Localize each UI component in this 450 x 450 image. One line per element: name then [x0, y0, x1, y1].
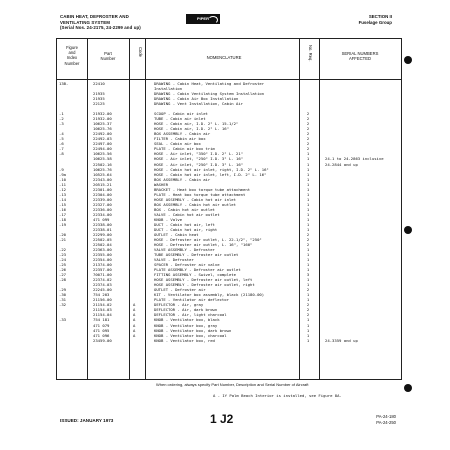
- nomenclature-cell: SCOOP - Cabin air inlet: [154, 111, 208, 117]
- table-header: [57, 39, 401, 80]
- part-number-cell: 22497-00: [93, 141, 112, 147]
- model-ref-250: PA-24-250: [376, 419, 396, 425]
- part-number-cell: 22301-00: [93, 186, 112, 192]
- quantity-cell: 1: [306, 206, 310, 212]
- quantity-cell: 2: [306, 141, 310, 147]
- quantity-cell: 1: [306, 322, 310, 328]
- figure-index-cell: -21: [59, 236, 67, 242]
- part-number-cell: 471 096: [93, 332, 110, 338]
- code-cell: A: [133, 317, 136, 323]
- code-cell: A: [133, 307, 136, 313]
- serial-numbers-cell: 24-3359 and up: [325, 337, 358, 343]
- part-number-cell: 21156-00: [93, 297, 112, 303]
- figure-index-cell: -1: [59, 111, 64, 117]
- nomenclature-cell: HOSE - Cabin air, I.D. 2" L. 16": [154, 126, 229, 132]
- part-number-cell: 22502-04: [93, 242, 112, 247]
- part-number-cell: 22374-03: [93, 282, 112, 288]
- part-number-cell: 21154-03: [93, 307, 112, 313]
- code-cell: A: [133, 302, 136, 308]
- quantity-cell: 2: [306, 312, 310, 318]
- figure-index-cell: -6: [59, 141, 64, 147]
- code-cell: A: [133, 327, 136, 333]
- quantity-cell: 2: [306, 236, 310, 242]
- column-header-code: Code: [138, 47, 143, 58]
- column-header-serial-numbers: SERIAL NUMBERS AFFECTED: [341, 51, 379, 62]
- part-number-cell: 10625-76: [93, 126, 112, 132]
- quantity-cell: 1: [306, 327, 310, 333]
- figure-index-cell: -31: [59, 297, 67, 303]
- quantity-cell: 1: [306, 262, 310, 268]
- nomenclature-cell: TUBE ASSEMBLY - Defroster air outlet: [154, 252, 239, 258]
- quantity-cell: 1: [306, 156, 310, 162]
- figure-index-cell: -29: [59, 287, 67, 293]
- section-label: SECTION II: [368, 14, 392, 19]
- quantity-cell: 1: [306, 221, 310, 227]
- figure-index-cell: -25: [59, 262, 67, 268]
- binder-hole-icon: [404, 226, 412, 234]
- part-number-cell: 22304-00: [93, 191, 112, 197]
- part-number-cell: 21932-00: [93, 116, 112, 122]
- quantity-cell: 2: [306, 302, 310, 308]
- quantity-cell: 3: [306, 272, 310, 278]
- quantity-cell: 1: [306, 186, 310, 192]
- nomenclature-cell: DRAWING - Cabin Air Box Installation: [154, 96, 239, 102]
- part-number-cell: 22245-00: [93, 287, 112, 293]
- part-number-cell: 22339-00: [93, 196, 112, 202]
- quantity-cell: 2: [306, 126, 310, 132]
- header-serial-line: (Serial Nos. 24-2175, 24-2299 and up): [60, 25, 141, 31]
- nomenclature-cell: PLATE - Cabin air box trim: [154, 146, 215, 152]
- serial-numbers-cell: 24-2844 and up: [325, 161, 358, 167]
- quantity-cell: 2: [306, 121, 310, 127]
- figure-index-cell: -18: [59, 216, 67, 222]
- nomenclature-cell: HOSE - Cabin hot air inlet, right, I.D. 2" L. 16": [154, 166, 269, 172]
- quantity-cell: 2: [306, 131, 310, 137]
- model-references: [376, 414, 396, 425]
- part-number-cell: 10625-56: [93, 151, 112, 157]
- nomenclature-cell: DRAWING - Cabin Heat, Ventilating and Defroster: [154, 81, 265, 86]
- nomenclature-cell: KNOB - Ventilator box, black: [154, 317, 220, 323]
- nomenclature-cell: BRACKET - Heat box torque tube attachment: [154, 186, 251, 192]
- quantity-cell: 1: [306, 171, 310, 177]
- figure-index-cell: -19: [59, 221, 67, 227]
- quantity-cell: 1: [306, 161, 310, 167]
- quantity-cell: 1: [306, 332, 310, 338]
- quantity-cell: 1: [306, 201, 310, 207]
- part-number-cell: 22410: [93, 81, 105, 86]
- figure-index-cell: -27: [59, 272, 67, 278]
- quantity-cell: 1: [306, 282, 310, 288]
- nomenclature-cell: KIT - Ventilator box assembly, black (21180-00): [154, 292, 265, 298]
- figure-index-cell: -15: [59, 201, 67, 207]
- quantity-cell: 1: [306, 317, 310, 323]
- figure-index-cell: -30: [59, 292, 67, 298]
- nomenclature-cell: KNOB - Ventilator box, red: [154, 337, 215, 343]
- part-number-cell: 70071-00: [93, 272, 112, 278]
- part-number-cell: 22338-01: [93, 226, 112, 232]
- quantity-cell: 1: [306, 151, 310, 157]
- code-cell: A: [133, 322, 136, 328]
- nomenclature-cell: KNOB - Ventilator box, gray: [154, 322, 218, 328]
- header-title-line-1: CABIN HEAT, DEFROSTER AND: [60, 14, 129, 19]
- nomenclature-cell: TUBE - Cabin air inlet: [154, 116, 206, 122]
- part-number-cell: 10625-37: [93, 121, 112, 127]
- quantity-cell: 1: [306, 247, 310, 253]
- quantity-cell: 1: [306, 252, 310, 258]
- column-header-quantity: No. Req.: [308, 45, 313, 62]
- nomenclature-cell: BOX ASSEMBLY - Cabin air: [154, 131, 211, 137]
- figure-index-cell: -26: [59, 267, 67, 273]
- figure-index-cell: -28: [59, 277, 67, 283]
- part-number-cell: 21935: [93, 96, 105, 102]
- figure-index-cell: -24: [59, 257, 67, 263]
- group-label: Fuselage Group: [358, 19, 392, 25]
- quantity-cell: 1: [306, 166, 310, 172]
- nomenclature-cell: DUCT - Cabin hot air, right: [154, 226, 218, 232]
- part-number-cell: 754 203: [93, 292, 110, 298]
- model-ref-180: PA-24-180: [376, 414, 396, 419]
- figure-index-cell: -7: [59, 146, 64, 152]
- quantity-cell: 1: [306, 216, 310, 222]
- nomenclature-cell: DRAWING - Cabin Ventilating System Installation: [154, 91, 265, 97]
- issued-date: ISSUED: JANUARY 1973: [60, 418, 114, 423]
- part-number-cell: 471 079: [93, 322, 110, 328]
- nomenclature-cell: BOX ASSEMBLY - Cabin hot air outlet: [154, 201, 236, 207]
- figure-index-cell: -12: [59, 186, 67, 192]
- nomenclature-cell: SEAL - Cabin air box: [154, 141, 201, 147]
- figure-index-cell: -32: [59, 302, 67, 308]
- table-row: [57, 338, 401, 343]
- page-number: 1 J2: [210, 412, 234, 426]
- part-number-cell: 21154-04: [93, 312, 112, 318]
- nomenclature-cell: OUTLET - Cabin heat: [154, 231, 199, 237]
- quantity-cell: 1: [306, 292, 310, 298]
- part-number-cell: 22492-03: [93, 136, 112, 142]
- part-number-cell: 22299-00: [93, 231, 112, 237]
- binder-hole-icon: [404, 384, 412, 392]
- logo-swoosh-icon: [208, 16, 218, 24]
- nomenclature-cell: HOSE - Air inlet, "250" I.D. 3" L. 16": [154, 156, 244, 162]
- part-number-cell: 23459-00: [93, 337, 112, 343]
- nomenclature-cell: KNOB - Ventilator box, charcoal: [154, 332, 227, 338]
- quantity-cell: 2: [306, 111, 310, 117]
- figure-index-cell: -9: [59, 166, 64, 172]
- part-number-cell: 21932-00: [93, 111, 112, 117]
- figure-index-cell: -2: [59, 116, 64, 122]
- catalog-header-right: [359, 14, 392, 25]
- figure-index-cell: -8: [59, 151, 64, 157]
- part-number-cell: 10625-58: [93, 156, 112, 162]
- part-number-cell: 22125: [93, 101, 105, 107]
- part-number-cell: 22354-00: [93, 257, 112, 263]
- part-number-cell: 22363-00: [93, 247, 112, 253]
- figure-index-cell: -22: [59, 247, 67, 253]
- nomenclature-cell: FITTING ASSEMBLY - Swivel, complete: [154, 272, 236, 278]
- catalog-header-left: [60, 14, 141, 31]
- figure-index-cell: -5: [59, 136, 64, 142]
- ordering-footnote: When ordering, always specify Part Number, Description and Serial Number of Aircraft: [156, 382, 309, 387]
- quantity-cell: 1: [306, 181, 310, 187]
- column-header-nomenclature: NOMENCLATURE: [206, 55, 242, 60]
- nomenclature-cell: VALVE - Defroster: [154, 257, 194, 263]
- nomenclature-cell: HOSE ASSEMBLY - Defroster air outlet, right: [154, 282, 255, 288]
- part-number-cell: 10625-76: [93, 166, 112, 172]
- part-number-cell: 471 099: [93, 216, 110, 222]
- quantity-cell: 2: [306, 287, 310, 293]
- nomenclature-cell: HOSE - Defroster air outlet, L. 22-1/2", "250": [154, 236, 262, 242]
- part-number-cell: 21154-02: [93, 302, 112, 308]
- quantity-cell: 2: [306, 146, 310, 152]
- binder-hole-icon: [404, 56, 412, 64]
- quantity-cell: 1: [306, 191, 310, 197]
- code-cell: A: [133, 332, 136, 338]
- quantity-cell: 1: [306, 337, 310, 343]
- nomenclature-cell: DRAWING - Vent Installation, Cabin Air: [154, 101, 244, 107]
- nomenclature-cell: BOX - Cabin hot air outlet: [154, 206, 215, 212]
- quantity-cell: 2: [306, 242, 310, 247]
- nomenclature-cell: PLATE - Heat box torque tube attachment: [154, 191, 246, 197]
- figure-index-cell: -23: [59, 252, 67, 258]
- quantity-cell: 2: [306, 116, 310, 122]
- quantity-cell: 2: [306, 307, 310, 313]
- figure-index-cell: -11: [59, 181, 67, 187]
- part-number-cell: 22327-00: [93, 201, 112, 207]
- part-number-cell: 22355-00: [93, 252, 112, 258]
- nomenclature-cell: WASHER: [154, 181, 169, 187]
- part-number-cell: 22502-05: [93, 236, 112, 242]
- column-header-part-number: Part Number: [100, 51, 116, 62]
- nomenclature-cell: HOSE - Air inlet, "250" I.D. 3" L. 16": [154, 161, 244, 167]
- nomenclature-cell: KNOB - Ventilator box, dark brown: [154, 327, 232, 333]
- part-number-cell: 22334-00: [93, 211, 112, 217]
- quantity-cell: 1: [306, 226, 310, 232]
- part-number-cell: 22494-00: [93, 146, 112, 152]
- code-cell: A: [133, 312, 136, 318]
- figure-index-cell: -9a: [59, 171, 67, 177]
- figure-index-cell: -14: [59, 196, 67, 202]
- quantity-cell: 1: [306, 267, 310, 273]
- nomenclature-cell: Installation: [154, 86, 183, 92]
- figure-index-cell: -20: [59, 231, 67, 237]
- part-number-cell: 21374-00: [93, 262, 112, 268]
- quantity-cell: 1: [306, 257, 310, 263]
- figure-index-cell: -33: [59, 317, 67, 323]
- nomenclature-cell: VALVE ASSEMBLY - Defroster: [154, 247, 215, 253]
- nomenclature-cell: KNOB - Valve: [154, 216, 183, 222]
- nomenclature-cell: OUTLET - Defroster air: [154, 287, 206, 293]
- nomenclature-cell: SPACER - Defroster air valve: [154, 262, 220, 268]
- part-number-cell: 22492-00: [93, 131, 112, 137]
- part-number-cell: 20515-21: [93, 181, 112, 187]
- quantity-cell: 1: [306, 211, 310, 217]
- nomenclature-cell: HOSE - Air inlet, "350" I.D. 2" L. 21": [154, 151, 244, 157]
- quantity-cell: 1: [306, 196, 310, 202]
- nomenclature-cell: HOSE - Defroster air outlet, L. 16", "160": [154, 242, 253, 247]
- quantity-cell: 1: [306, 176, 310, 182]
- figure-index-cell: -10: [59, 176, 67, 182]
- part-number-cell: 22336-00: [93, 206, 112, 212]
- part-number-cell: 21935: [93, 91, 105, 97]
- nomenclature-cell: PLATE ASSEMBLY - Defroster air outlet: [154, 267, 241, 273]
- part-number-cell: 471 095: [93, 327, 110, 333]
- nomenclature-cell: FILTER - Cabin air box: [154, 136, 206, 142]
- piper-logo: [186, 14, 220, 24]
- parts-rows: [57, 81, 401, 343]
- part-number-cell: 22357-00: [93, 267, 112, 273]
- part-number-cell: 10525-64: [93, 171, 112, 177]
- nomenclature-cell: DEFLECTOR - Air, dark brown: [154, 307, 218, 313]
- quantity-cell: 1: [306, 297, 310, 303]
- column-header-figure: Figure and Index Number: [64, 45, 80, 66]
- figure-index-cell: -13: [59, 191, 67, 197]
- header-title-line-2: VENTILATING SYSTEM: [60, 19, 111, 25]
- nomenclature-cell: HOSE ASSEMBLY - Defroster air outlet, left: [154, 277, 253, 283]
- logo-text: PIPER: [196, 16, 209, 21]
- figure-index-cell: -3: [59, 121, 64, 127]
- figure-index-cell: 13B-: [59, 81, 69, 86]
- part-number-cell: 22374-02: [93, 277, 112, 283]
- part-number-cell: 22502-16: [93, 161, 112, 167]
- part-number-cell: 754 181: [93, 317, 110, 323]
- nomenclature-cell: VALVE - Cabin hot air outlet: [154, 211, 220, 217]
- nomenclature-cell: HOSE - Cabin hot air inlet, left, I.D. 2" L. 16": [154, 171, 267, 177]
- nomenclature-cell: HOSE - Cabin air, I.D. 2" L. 15-1/2": [154, 121, 239, 127]
- palm-beach-note: A - If Palm Beach Interior is installed, see Figure 8A.: [213, 393, 342, 398]
- quantity-cell: 2: [306, 136, 310, 142]
- figure-index-cell: -17: [59, 211, 67, 217]
- quantity-cell: 1: [306, 277, 310, 283]
- part-number-cell: 22338-00: [93, 221, 112, 227]
- nomenclature-cell: DEFLECTOR - Air, gray: [154, 302, 204, 308]
- quantity-cell: 2: [306, 231, 310, 237]
- nomenclature-cell: BOX ASSEMBLY - Cabin air: [154, 176, 211, 182]
- figure-index-cell: -4: [59, 131, 64, 137]
- part-number-cell: 22343-00: [93, 176, 112, 182]
- nomenclature-cell: HOSE ASSEMBLY - Cabin hot air inlet: [154, 196, 236, 202]
- nomenclature-cell: DEFLECTOR - Air, light charcoal: [154, 312, 227, 318]
- nomenclature-cell: DUCT - Cabin hot air, left: [154, 221, 215, 227]
- serial-numbers-cell: 24-1 to 24-2863 inclusive: [325, 156, 384, 162]
- figure-index-cell: -16: [59, 206, 67, 212]
- nomenclature-cell: PLATE - Ventilator air deflector: [154, 297, 229, 303]
